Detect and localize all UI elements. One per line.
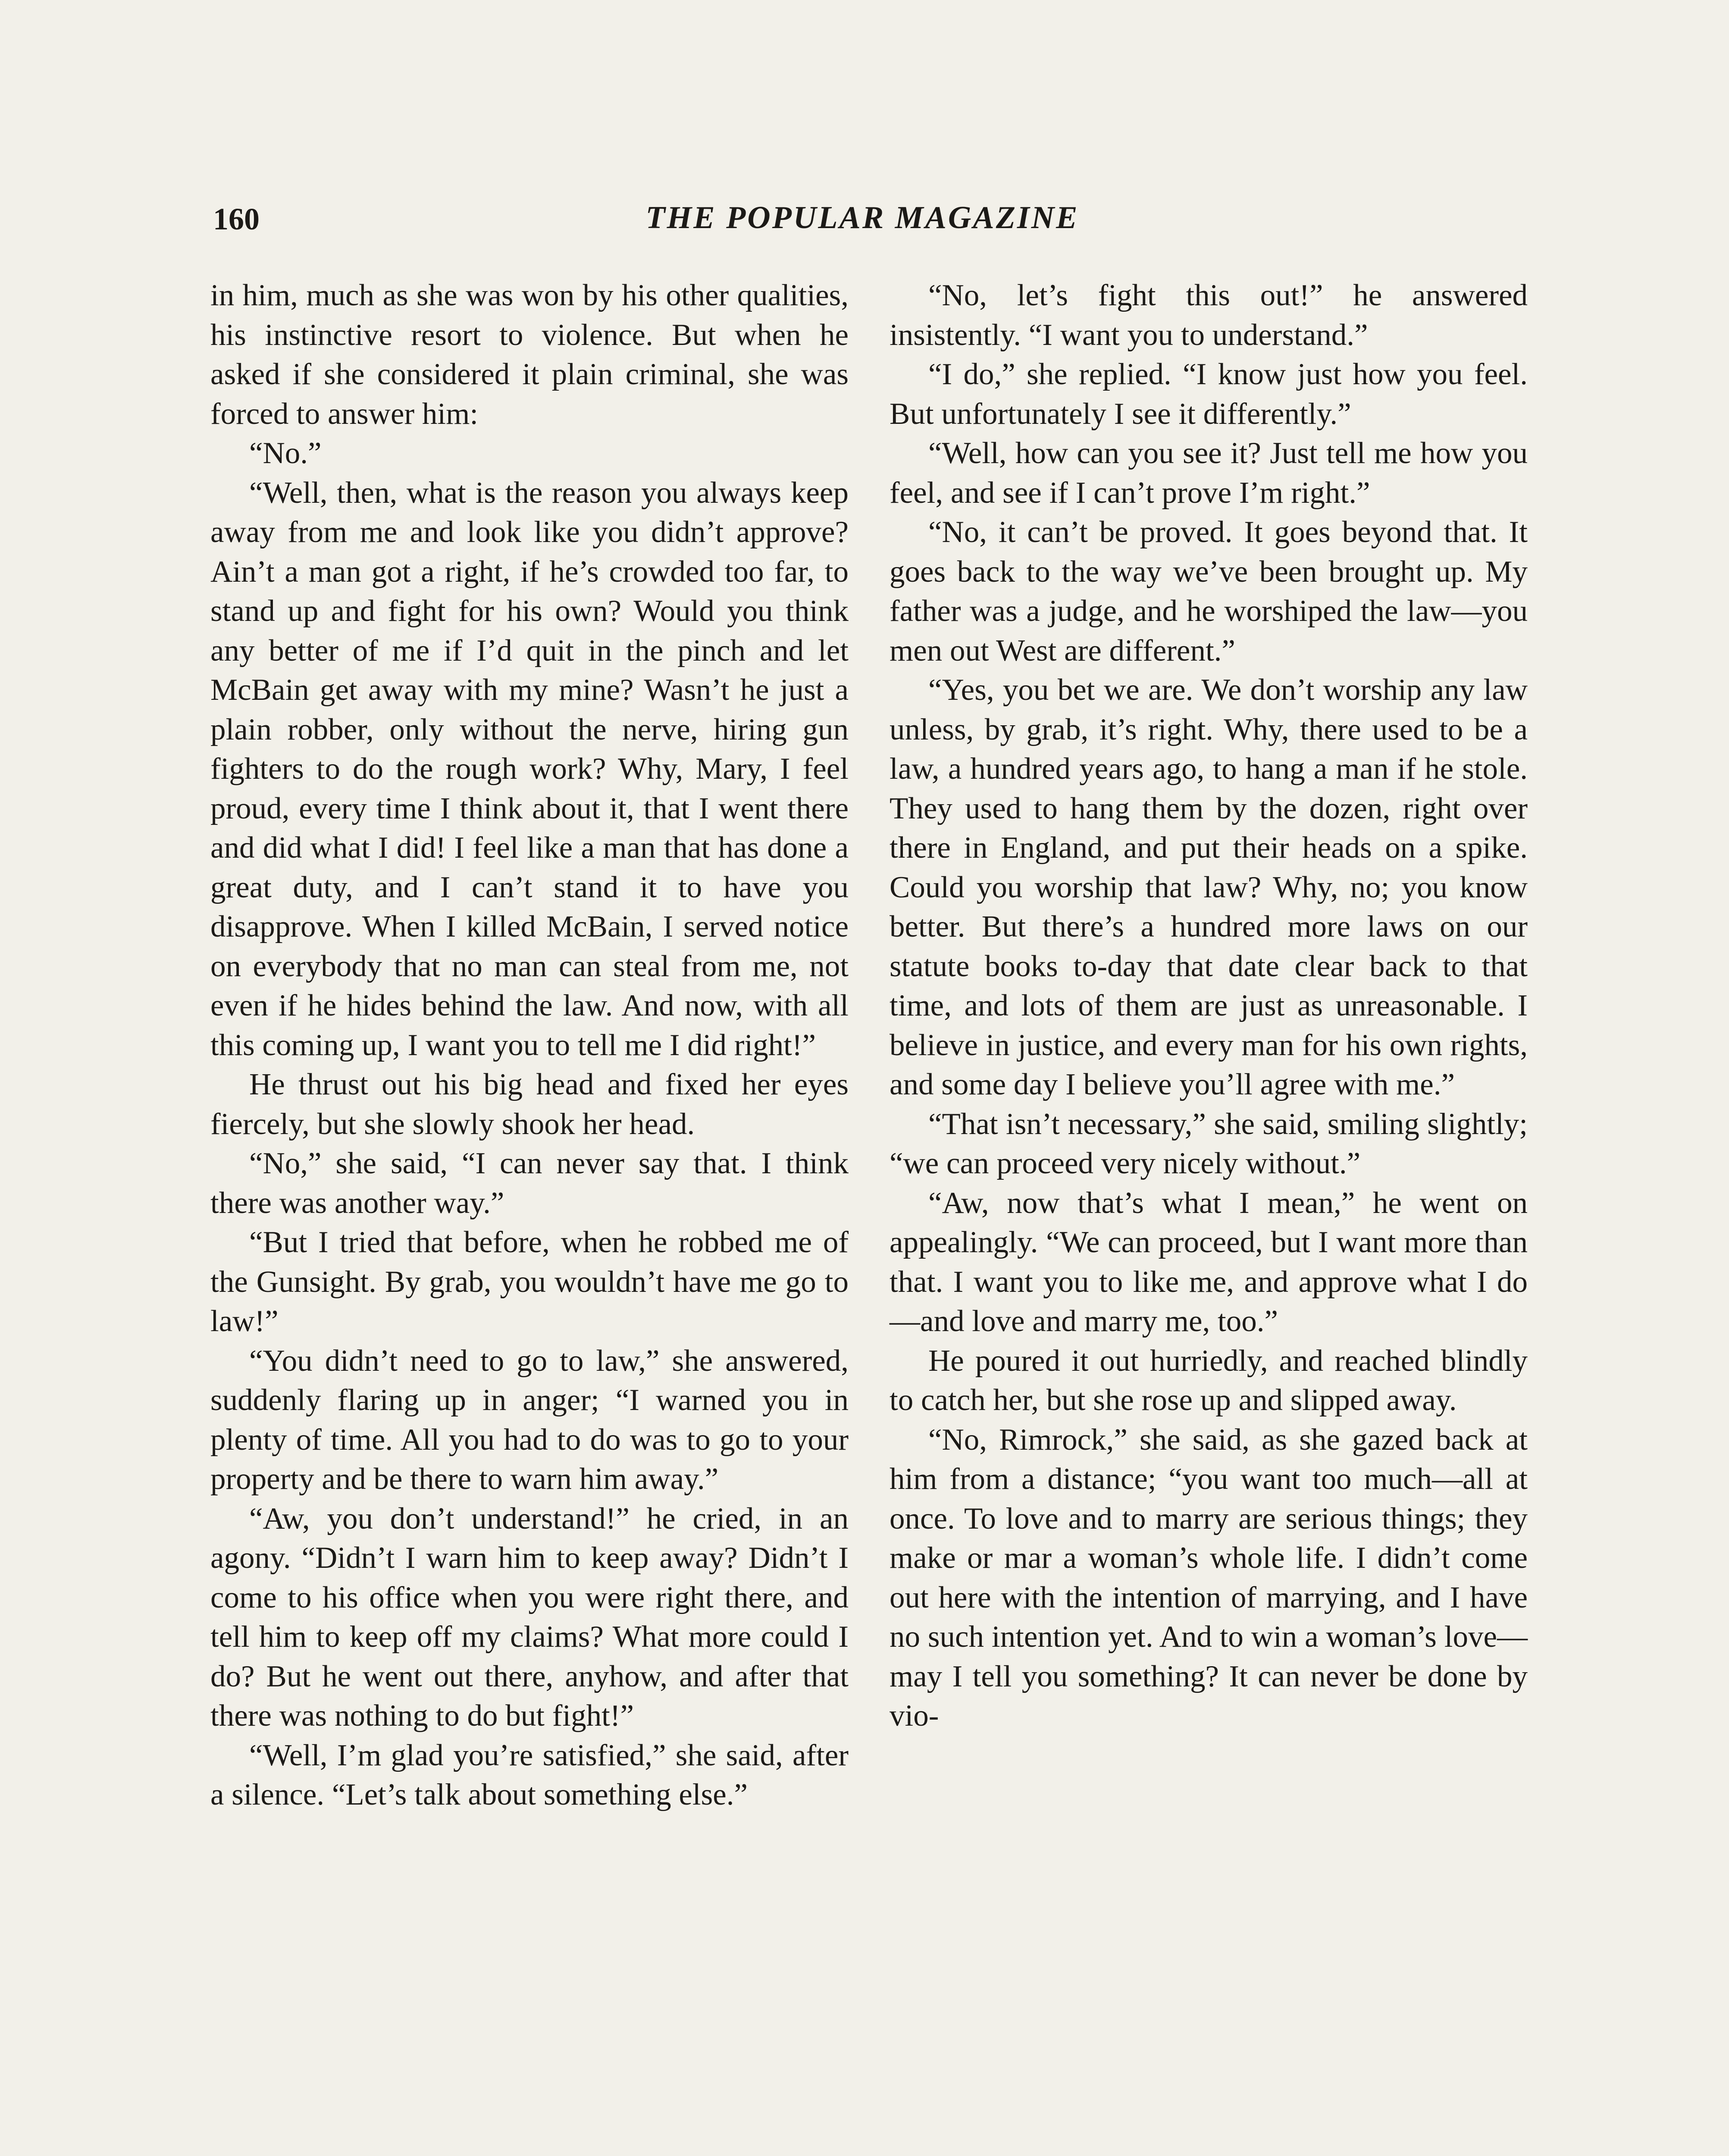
paragraph: “No,” she said, “I can never say that. I think there was another way.” — [210, 1147, 849, 1220]
paragraph: “Aw, now that’s what I mean,” he went on appealingly. “We can proceed, but I want more than that. I want you to like me, and approve what I do—and love and marry me, too.” — [890, 1186, 1528, 1338]
paragraph: He poured it out hurriedly, and reached blindly to catch her, but she rose up and slipped away. — [890, 1344, 1528, 1417]
paragraph: “I do,” she replied. “I know just how you feel. But unfortunately I see it differently.” — [890, 357, 1528, 431]
left-column — [210, 276, 849, 1815]
paragraph: “No, Rimrock,” she said, as she gazed back at him from a distance; “you want too much—all at once. To love and to marry are serious things; they make or mar a woman’s whole life. I didn’t come out here with the intention of marrying, and I have no such intention yet. And to win a woman’s love—may I tell you something? It can never be done by vio- — [890, 1423, 1528, 1733]
paragraph: “Well, I’m glad you’re satisfied,” she said, after a silence. “Let’s talk about something else.” — [210, 1738, 849, 1811]
paragraph: in him, much as she was won by his other qualities, his instinctive resort to violence. But when he asked if she considered it plain criminal, she was forced to answer him: — [210, 279, 849, 431]
paragraph: “No.” — [249, 436, 322, 470]
paragraph: “No, let’s fight this out!” he answered insistently. “I want you to understand.” — [890, 279, 1528, 352]
running-title: THE POPULAR MAGAZINE — [645, 200, 1079, 235]
paragraph: He thrust out his big head and fixed her eyes fiercely, but she slowly shook her head. — [210, 1068, 849, 1141]
paragraph: “You didn’t need to go to law,” she answered, suddenly flaring up in anger; “I warned you in plenty of time. All you had to do was to go to your property and be there to warn him away.” — [210, 1344, 849, 1496]
paragraph: “Aw, you don’t understand!” he cried, in an agony. “Didn’t I warn him to keep away? Didn’t I come to his office when you were right there, and tell him to keep off my claims? What more could I do? But he went out there, anyhow, and after that there was nothing to do but fight!” — [210, 1501, 849, 1733]
paragraph: “Well, how can you see it? Just tell me how you feel, and see if I can’t prove I’m right.” — [890, 436, 1528, 510]
paragraph: “Well, then, what is the reason you always keep away from me and look like you didn’t approve? Ain’t a man got a right, if he’s crowded too far, to stand up and fight for his own? Would you think any better of me if I’d quit in the pinch and let McBain get away with my mine? Wasn’t he just a plain robber, only without the nerve, hiring gun fighters to do the rough work? Why, Mary, I feel proud, every time I think about it, that I went there and did what I did! I feel like a man that has done a great duty, and I can’t stand it to have you disapprove. When I killed McBain, I served notice on everybody that no man can steal from me, not even if he hides behind the law. And now, with all this coming up, I want you to tell me I did right!” — [210, 476, 849, 1062]
page-number: 160 — [213, 202, 260, 236]
paragraph: “But I tried that before, when he robbed me of the Gunsight. By grab, you wouldn’t have me go to law!” — [210, 1225, 849, 1338]
paragraph: “Yes, you bet we are. We don’t worship any law unless, by grab, it’s right. Why, there used to be a law, a hundred years ago, to hang a man if he stole. They used to hang them by the dozen, right over there in England, and put their heads on a spike. Could you worship that law? Why, no; you know better. But there’s a hundred more laws on our statute books to-day that date clear back to that time, and lots of them are just as unreasonable. I believe in justice, and every man for his own rights, and some day I believe you’ll agree with me.” — [890, 673, 1528, 1101]
paragraph: “No, it can’t be proved. It goes beyond that. It goes back to the way we’ve been brought up. My father was a judge, and he worshiped the law—you men out West are different.” — [890, 515, 1528, 667]
paragraph: “That isn’t necessary,” she said, smiling slightly; “we can proceed very nicely without.” — [890, 1107, 1528, 1180]
right-column — [890, 276, 1528, 1736]
